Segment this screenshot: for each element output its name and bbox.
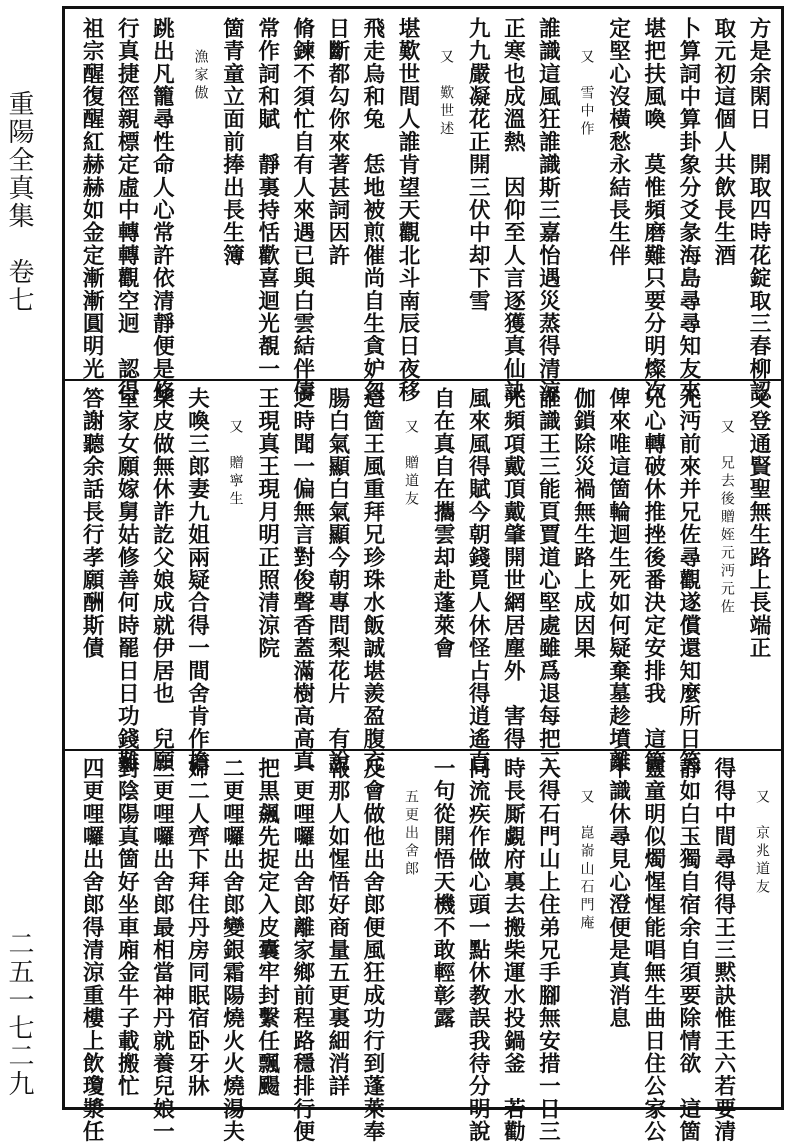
text-column: 日斷都勾你來著甚詞因許 (324, 17, 350, 267)
text-column: 對陰陽真箇好坐車廂金牛子載搬忙 (114, 757, 140, 1098)
text-column: 俾來唯這箇輪迴生死如何疑棄墓趁墳離 (605, 387, 631, 773)
text-column: 室家女願嫁舅姑修善何時罷日日功錢難 (114, 387, 140, 773)
poem-heading: 五更出舍郎 (403, 789, 420, 879)
text-column: 誰識這風狂誰識斯三嘉怡遇災蒸得清涼 (535, 17, 561, 403)
text-column: 飛走烏和兔 恁地被煎催尚自生貪妒忽 (359, 17, 385, 403)
text-column: 時長厮覷府裏去搬柴運水投鍋釜 若勸 (500, 757, 526, 1143)
text-column: 同流疾作做心頭一點休教誤我待分明說 (465, 757, 491, 1143)
text-column: 入得石門山上住弟兄手腳無安措一日三 (535, 757, 561, 1143)
panel-bottom (65, 749, 781, 1143)
text-column: 婦二人齊下拜住丹房同眠宿卧牙牀 (184, 757, 210, 1098)
text-column: 報那人如惺悟好商量五更裏細消詳 (324, 757, 350, 1098)
text-column: 答謝聽余話長行孝願酬斯債 (79, 387, 105, 660)
text-column: 之時聞一偏無言對俊聲香蓋滿樹高高真 (289, 387, 315, 773)
text-column: 脩鍊不須忙自有人來遇已與白雲結伴儔 (289, 17, 315, 403)
panel-top (65, 9, 781, 403)
text-column: 三更哩囉出舍郎最相當神丹就養兒娘一 (149, 757, 175, 1143)
poem-heading: 又 贈寧生 (227, 419, 244, 509)
text-column: 方是余閑日 開取四時花錠取三春柳認 (746, 17, 771, 403)
text-column: 箇青童立面前捧出長生簿 (219, 17, 245, 267)
text-column: 跳出凡籠尋性命人心常許依清靜便是修 (149, 17, 175, 403)
text-column: 誰識王三能頁賈道心堅處雖爲退每把三 (535, 387, 561, 773)
text-column: 一句從開悟天機不敢輕彰露 (430, 757, 456, 1030)
text-column: 這箇王風重拜兄珍珠水飯誠堪羨盈腹充 (359, 387, 385, 773)
text-column: 堪把扶風喚 莫惟頻磨難只要分明燦次 (640, 17, 666, 403)
text-column: 兄心轉破休推挫後番決定安排我 這箇 (640, 387, 666, 773)
text-column: 常作詞和賦 靜裏持恬歡喜迴光覩一 (254, 17, 280, 381)
text-column: 夫喚三郎妻九姐兩疑合得一間舍肯作擔 (184, 387, 210, 773)
poem-heading: 又 崑嵛山石門庵 (578, 789, 595, 933)
text-column: 九九嚴凝花正開三伏中却下雪 (465, 17, 491, 313)
text-column: 腸白氣顯白氣顯今朝專問梨花片 有說 (324, 387, 350, 773)
text-column: 把黒飆先捉定入皮囊牢封繫任飄颺 (254, 757, 280, 1098)
text-column: 卜算詞中算卦象分爻彖海島尋尋知友來 (675, 17, 701, 403)
text-column: 不識休尋見心澄便是真消息 (605, 757, 631, 1030)
text-column: 靈童明似燭惺惺能唱無生曲日住公家公 (640, 757, 666, 1143)
text-column: 架皮做無休詐訖父娘成就伊居也 兒願 (149, 387, 175, 773)
text-column: 正寒也成溫熱 因仰至人言逐獲真仙訣 (500, 17, 526, 403)
page-number: 二五一七二九 (4, 930, 34, 1098)
volume-title: 重陽全真集 卷七 (4, 90, 34, 314)
text-column: 又登通賢聖無生路上長端正 (746, 387, 771, 660)
text-column: 定堅心沒橫愁永結長生伴 (605, 17, 631, 267)
text-column: 伽鎖除災禍無生路上成因果 (570, 387, 596, 660)
poem-heading: 又 贈道友 (403, 419, 420, 509)
poem-heading: 又 雪中作 (578, 49, 595, 139)
text-column: 二更哩囉出舍郎變銀霜陽燒火火燒湯夫 (219, 757, 245, 1143)
text-column: 反會做他出舍郎便風狂成功行到蓬萊奉 (359, 757, 385, 1143)
text-frame (62, 6, 784, 1143)
poem-heading: 又 兄去後贈姪元沔元佐 (718, 419, 735, 617)
text-column: 取元初這個人共飲長生酒 (710, 17, 736, 267)
text-column: 四更哩囉出舍郎得清涼重樓上飲瓊漿任 (79, 757, 105, 1143)
text-column: 光頻項戴頂戴肇開世網居塵外 害得 (500, 387, 526, 751)
text-column: 行真捷徑親標定虛中轉轉觀空迥 認得 (114, 17, 140, 403)
text-column: 堪歎世間人誰肯望天觀北斗南辰日夜移 (395, 17, 421, 403)
poem-heading: 漁家傲 (192, 49, 209, 103)
poem-heading: 又 京兆道友 (754, 789, 770, 897)
panel-middle (65, 379, 781, 773)
text-column: 靜如白玉獨自宿余自須要除情欲 這箇 (675, 757, 701, 1143)
text-column: 一更哩囉出舍郎離家鄉前程路穩排行便 (289, 757, 315, 1143)
poem-heading: 又 歎世述 (438, 49, 455, 139)
text-column: 王現真王現月明正照清涼院 (254, 387, 280, 660)
text-column: 元沔前來并兄佐尋觀遂償還知麼所日笑 (675, 387, 701, 773)
text-column: 祖宗醒復醒紅赫赫如金定漸漸圓明光 (79, 17, 105, 381)
text-column: 風來風得賦今朝錢覓人休怪占得逍遙直 (465, 387, 491, 773)
text-column: 得得中間尋得得王三黙訣惟王六若要清 (710, 757, 736, 1143)
text-column: 自在真自在攜雲却赴蓬萊會 (430, 387, 456, 660)
